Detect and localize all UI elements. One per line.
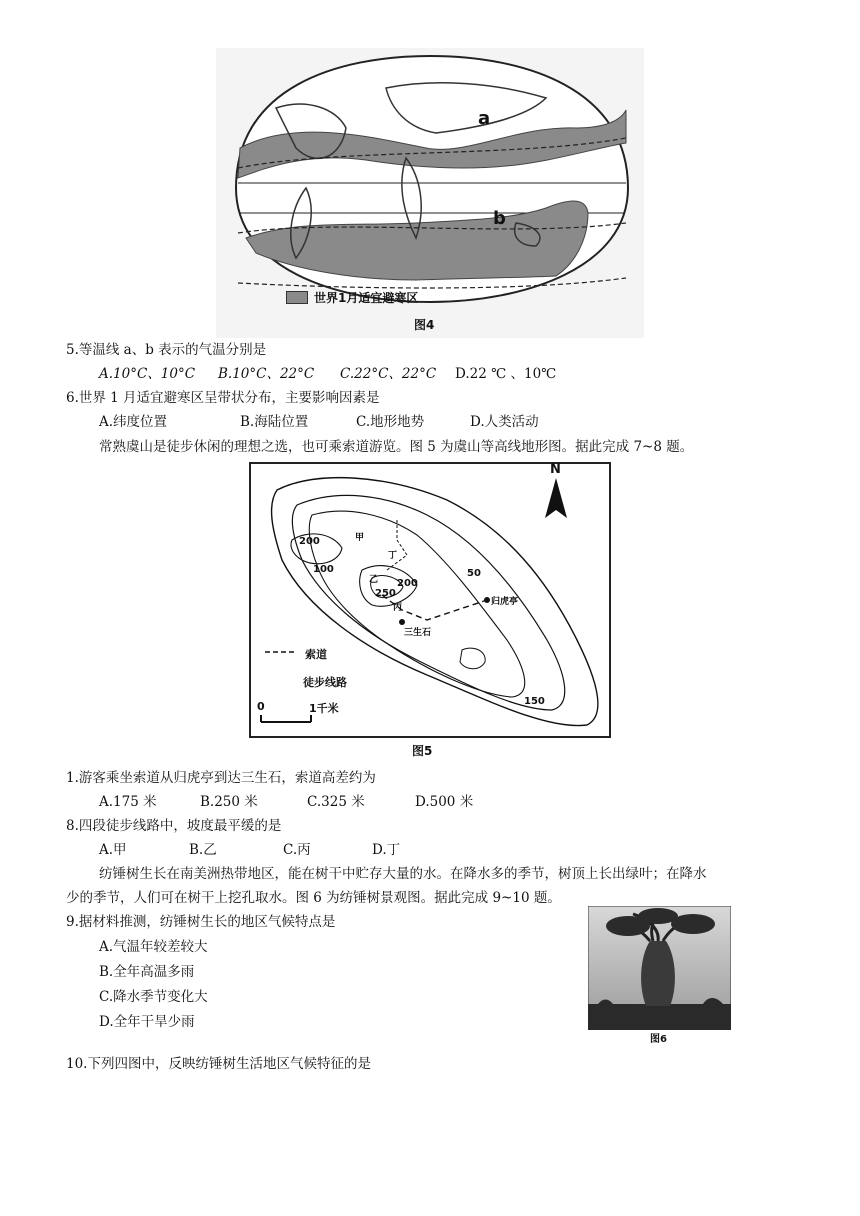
contour-label-200-west: 200: [299, 536, 320, 547]
q5-option-b: B.10°C、22°C: [218, 366, 315, 382]
q9-stem: 9.据材料推测，纺锤树生长的地区气候特点是: [66, 914, 336, 930]
contour-label-200-east: 200: [397, 578, 418, 589]
q5-option-d: D.22 ℃ 、10℃: [455, 366, 557, 382]
fig4-legend-label: 世界1月适宜避寒区: [314, 291, 419, 305]
world-map-svg: [216, 48, 644, 338]
q1-option-d: D.500 米: [415, 794, 474, 810]
fig5-caption: 图5: [412, 744, 433, 758]
fig6-caption: 图6: [650, 1034, 667, 1045]
q8-stem: 8.四段徒步线路中，坡度最平缓的是: [66, 818, 282, 834]
intro-9-10-line2: 少的季节，人们可在树干上挖孔取水。图 6 为纺锤树景观图。据此完成 9~10 题。: [66, 890, 561, 906]
point-ding: 丁: [388, 551, 398, 561]
q9-option-a: A.气温年较差较大: [99, 939, 208, 955]
q9-option-c: C.降水季节变化大: [99, 989, 208, 1005]
q8-option-b: B.乙: [189, 842, 217, 858]
scale-unit: 1千米: [309, 702, 339, 715]
q5-option-a: A.10°C、10°C: [99, 366, 196, 382]
intro-9-10-line1: 纺锤树生长在南美洲热带地区，能在树干中贮存大量的水。在降水多的季节，树顶上长出绿叶；在降水: [99, 866, 707, 882]
q6-option-c: C.地形地势: [356, 414, 425, 430]
q5-option-c: C.22°C、22°C: [340, 366, 437, 382]
legend-swatch-icon: [286, 291, 308, 304]
place-guihuting: 归虎亭: [491, 597, 519, 607]
q9-option-d: D.全年干旱少雨: [99, 1014, 195, 1030]
north-arrow-icon: N: [550, 462, 561, 477]
isotherm-label-b: b: [493, 208, 506, 229]
figure-5-contour-map: [247, 460, 613, 762]
q10-stem: 10.下列四图中，反映纺锤树生活地区气候特征的是: [66, 1056, 371, 1072]
contour-label-100: 100: [313, 564, 334, 575]
q9-option-b: B.全年高温多雨: [99, 964, 195, 980]
q1-option-a: A.175 米: [99, 794, 157, 810]
scale-zero: 0: [257, 700, 265, 713]
fig4-caption: 图4: [414, 318, 435, 332]
isotherm-label-a: a: [478, 108, 491, 129]
q8-option-d: D.丁: [372, 842, 401, 858]
q1-stem: 1.游客乘坐索道从归虎亭到达三生石，索道高差约为: [66, 770, 376, 786]
contour-label-150: 150: [524, 696, 545, 707]
q1-option-c: C.325 米: [307, 794, 365, 810]
point-bing: 丙: [393, 603, 403, 613]
q6-option-b: B.海陆位置: [240, 414, 309, 430]
q6-option-d: D.人类活动: [470, 414, 539, 430]
q6-option-a: A.纬度位置: [99, 414, 168, 430]
contour-label-50: 50: [467, 568, 481, 579]
contour-label-250: 250: [375, 588, 396, 599]
q6-stem: 6.世界 1 月适宜避寒区呈带状分布，主要影响因素是: [66, 390, 380, 406]
contour-map-svg: [247, 460, 613, 762]
figure-6-bottle-tree: [588, 906, 731, 1044]
q8-option-a: A.甲: [99, 842, 127, 858]
bottle-tree-photo: [588, 906, 731, 1030]
legend-trail-label: 徒步线路: [303, 676, 347, 689]
point-yi: 乙: [369, 575, 379, 585]
figure-4-world-map: [216, 48, 644, 338]
point-jia: 甲: [355, 533, 365, 543]
legend-cable-label: 索道: [305, 648, 327, 661]
fig4-legend: [286, 289, 418, 306]
place-sanshengshi: 三生石: [404, 628, 432, 638]
q8-option-c: C.丙: [283, 842, 311, 858]
q1-option-b: B.250 米: [200, 794, 258, 810]
intro-7-8: 常熟虞山是徒步休闲的理想之选，也可乘索道游览。图 5 为虞山等高线地形图。据此完成 7~8 题。: [99, 439, 694, 455]
q5-stem: 5.等温线 a、b 表示的气温分别是: [66, 342, 267, 358]
